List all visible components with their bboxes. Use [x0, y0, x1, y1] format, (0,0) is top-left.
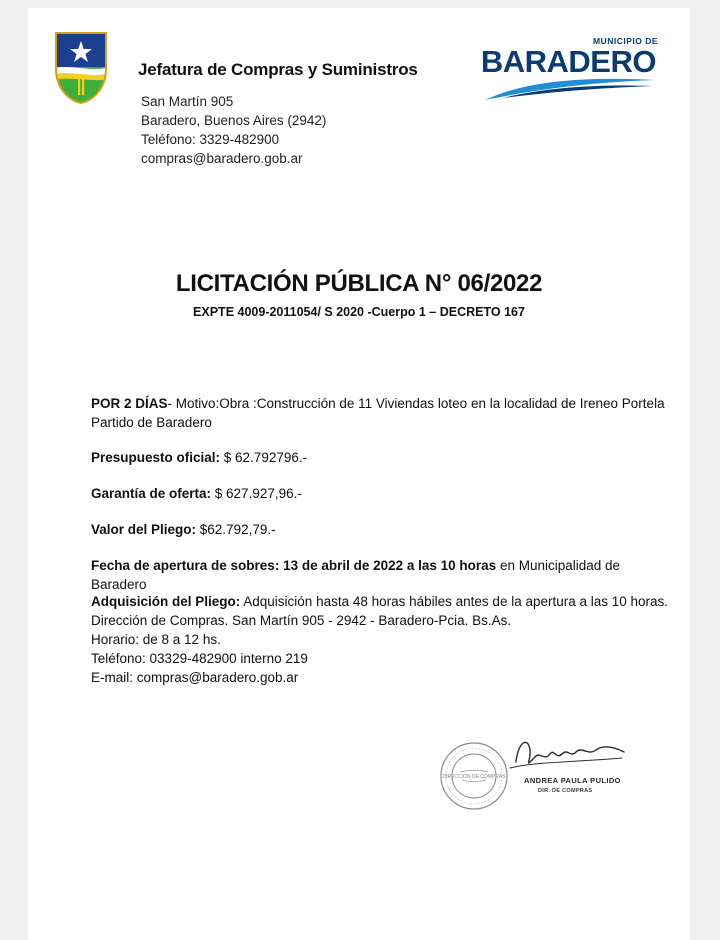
logo-subtitle: MUNICIPIO DE [592, 36, 658, 46]
email-line: compras@baradero.gob.ar [141, 151, 303, 166]
fecha-apertura-label: Fecha de apertura de sobres: 13 de abril de 2022 a las 10 horas [91, 558, 497, 573]
garantia-paragraph [91, 484, 671, 503]
garantia-label: Garantía de oferta: [91, 486, 212, 501]
address-line: San Martín 905 [141, 94, 234, 109]
motivo-label: POR 2 DÍAS [91, 396, 168, 411]
presupuesto-paragraph [91, 448, 671, 467]
logo-wave-icon [483, 72, 658, 102]
fecha-apertura-paragraph [91, 556, 671, 594]
adquisicion-email: E-mail: compras@baradero.gob.ar [91, 670, 299, 685]
signatory-name: ANDREA PAULA PULIDO [524, 776, 621, 785]
garantia-value: $ 627.927,96.- [211, 486, 302, 501]
adquisicion-label: Adquisición del Pliego: [91, 594, 241, 609]
logo-name: BARADERO [480, 44, 656, 79]
valor-pliego-label: Valor del Pliego: [91, 522, 197, 537]
adquisicion-value: Adquisición hasta 48 horas hábiles antes de la apertura a las 10 horas. [240, 594, 669, 609]
valor-pliego-value: $62.792,79.- [196, 522, 276, 537]
address-line: Baradero, Buenos Aires (2942) [141, 113, 327, 128]
official-seal-icon [438, 740, 510, 812]
signature-block [426, 726, 646, 836]
adquisicion-phone: Teléfono: 03329-482900 interno 219 [91, 651, 308, 666]
presupuesto-label: Presupuesto oficial: [91, 450, 221, 465]
department-title: Jefatura de Compras y Suministros [138, 60, 418, 79]
document-page [28, 8, 690, 940]
fecha-apertura-value: en Municipalidad de Baradero [91, 558, 621, 592]
signatory-role: DIR. DE COMPRAS [538, 788, 593, 794]
page-title: LICITACIÓN PÚBLICA N° 06/2022 [175, 270, 543, 297]
municipal-crest-icon [52, 29, 110, 105]
valor-pliego-paragraph [91, 520, 671, 539]
motivo-text: - Motivo:Obra :Construcción de 11 Viviendas loteo en la localidad de Ireneo Portela Partido de Baradero [91, 396, 665, 430]
phone-line: Teléfono: 3329-482900 [141, 132, 280, 147]
seal-text: DIRECCIÓN DE COMPRAS [442, 774, 506, 780]
presupuesto-value: $ 62.792796.- [220, 450, 308, 465]
handwritten-signature-icon [504, 732, 634, 776]
address-block [141, 92, 326, 168]
motivo-paragraph [91, 394, 671, 432]
adquisicion-address: Dirección de Compras. San Martín 905 - 2942 - Baradero-Pcia. Bs.As. [91, 613, 512, 628]
adquisicion-paragraph [91, 592, 671, 687]
adquisicion-first-line [91, 592, 671, 611]
adquisicion-hours: Horario: de 8 a 12 hs. [91, 632, 221, 647]
baradero-logo [480, 36, 658, 102]
expediente-subtitle: EXPTE 4009-2011054/ S 2020 -Cuerpo 1 – DECRETO 167 [193, 305, 525, 319]
